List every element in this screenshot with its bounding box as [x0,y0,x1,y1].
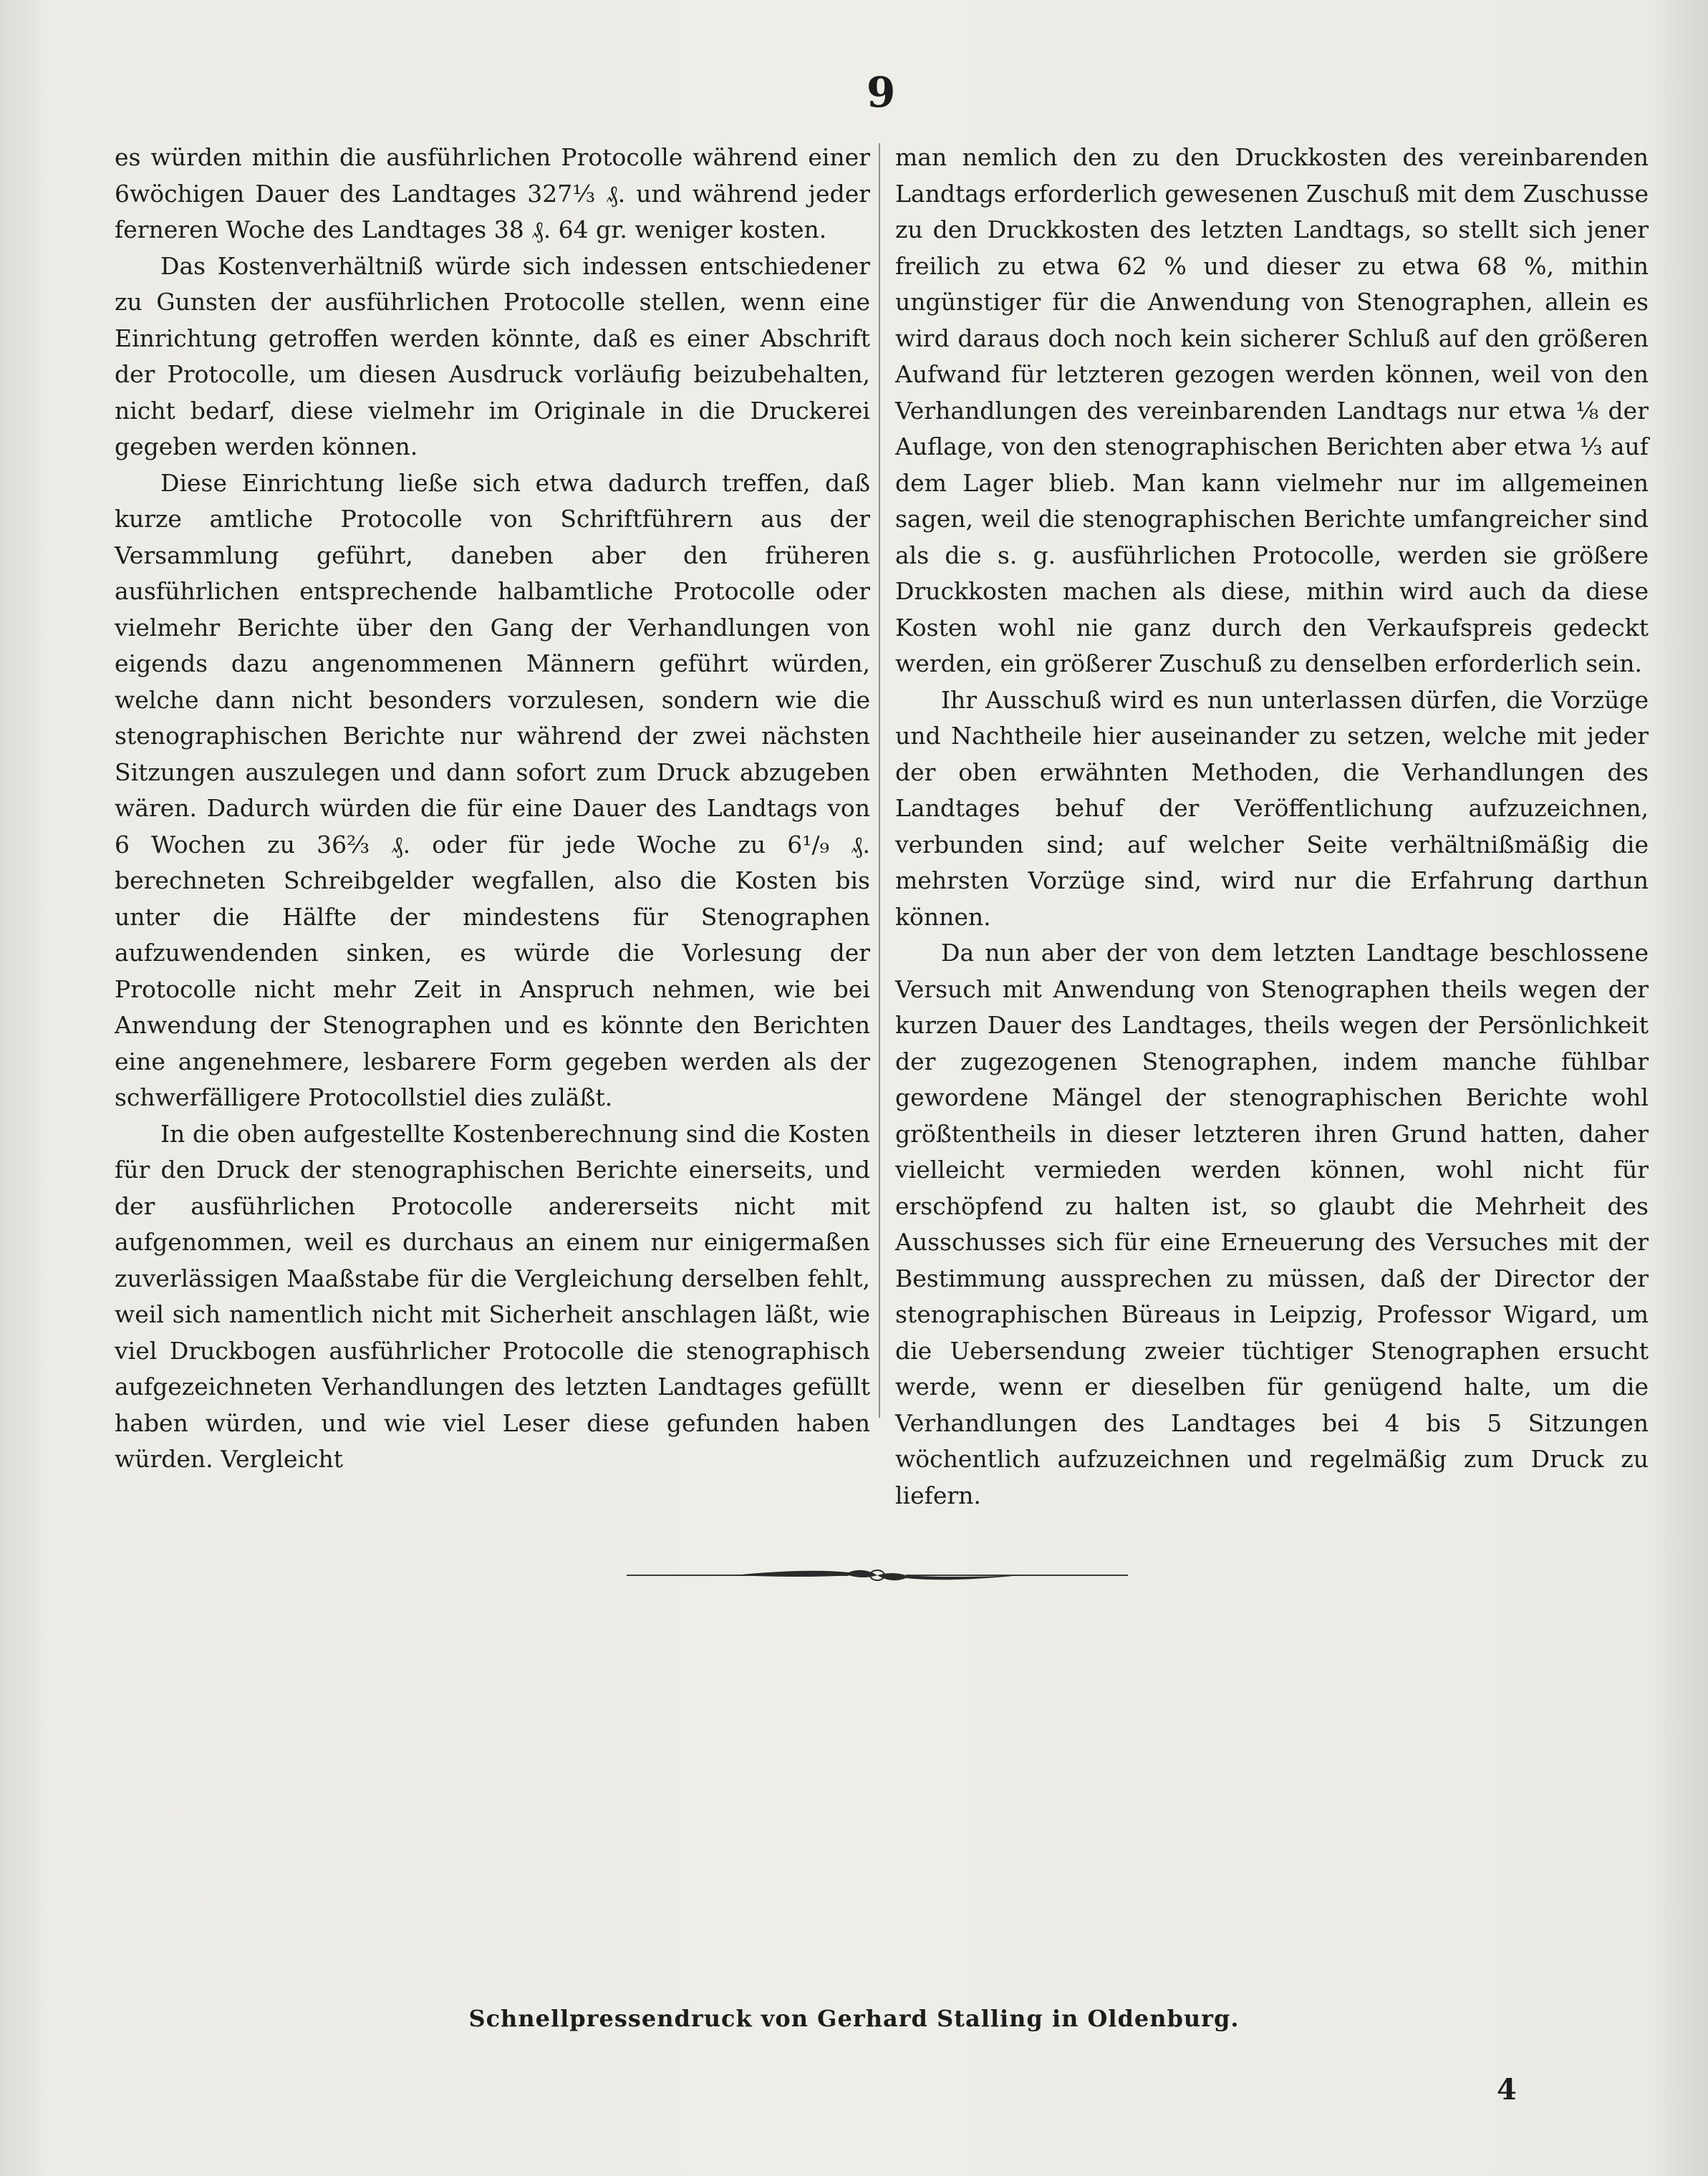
paragraph: man nemlich den zu den Druckkosten des vereinbarenden Landtags erforderlich gewesenen Zuschuß mit dem Zuschusse zu den Druckkosten des letzten Landtags, so stellt sich jener freilich zu etwa 62 % und dieser zu etwa 68 %, mithin ungünstiger für die Anwendung von Stenographen, allein es wird daraus doch noch kein sicherer Schluß auf den größeren Aufwand für letzteren gezogen werden können, weil von den Verhandlungen des vereinbarenden Landtags nur etwa ⅛ der Auflage, von den stenographischen Berichten aber etwa ⅓ auf dem Lager blieb. Man kann vielmehr nur im allgemeinen sagen, weil die stenographischen Berichte umfangreicher sind als die s. g. ausführlichen Protocolle, werden sie größere Druckkosten machen als diese, mithin wird auch da diese Kosten wohl nie ganz durch den Verkaufspreis gedeckt werden, ein größerer Zuschuß zu denselben erforderlich sein. [895,143,1649,677]
column-divider [879,143,880,1418]
paragraph: Da nun aber der von dem letzten Landtage beschlossene Versuch mit Anwendung von Stenographen theils wegen der kurzen Dauer des Landtages, theils wegen der Persönlichkeit der zugezogenen Stenographen, indem manche fühlbar gewordene Mängel der stenographischen Berichte wohl größtentheils in dieser letzteren ihren Grund hatten, daher vielleicht vermieden werden können, wohl nicht für erschöpfend zu halten ist, so glaubt die Mehrheit des Ausschusses sich für eine Erneuerung des Versuches mit der Bestimmung aussprechen zu müssen, daß der Director der stenographischen Büreaus in Leipzig, Professor Wigard, um die Uebersendung zweier tüchtiger Stenographen ersucht werde, wenn er dieselben für genügend halte, um die Verhandlungen des Landtages bei 4 bis 5 Sitzungen wöchentlich aufzuzeichnen und regelmäßig zum Druck zu liefern. [895,939,1649,1509]
printer-imprint: Schnellpressendruck von Gerhard Stalling in Oldenburg. [468,2005,1240,2032]
paragraph: Diese Einrichtung ließe sich etwa dadurch treffen, daß kurze amtliche Protocolle von Schriftführern aus der Versammlung geführt, daneben aber den früheren ausführlichen entsprechende halbamtliche Protocolle oder vielmehr Berichte über den Gang der Verhandlungen von eigends dazu angenommenen Männern geführt würden, welche dann nicht besonders vorzulesen, sondern wie die stenographischen Berichte nur während der zwei nächsten Sitzungen auszulegen und dann sofort zum Druck abzugeben wären. Dadurch würden die für eine Dauer des Landtags von 6 Wochen zu 36⅔ ₰. oder für jede Woche zu 6¹/₉ ₰. berechneten Schreibgelder wegfallen, also die Kosten bis unter die Hälfte der mindestens für Stenographen aufzuwendenden sinken, es würde die Vorlesung der Protocolle nicht mehr Zeit in Anspruch nehmen, wie bei Anwendung der Stenographen und es könnte den Berichten eine angenehmere, lesbarere Form gegeben werden als der schwerfälligere Protocollstiel dies zuläßt. [115,468,870,1111]
left-column [115,140,870,1478]
page-number: 9 [867,68,896,117]
paragraph: Ihr Ausschuß wird es nun unterlassen dürfen, die Vorzüge und Nachtheile hier auseinander zu setzen, welche mit jeder der oben erwähnten Methoden, die Verhandlungen des Landtages behuf der Veröffentlichung aufzuzeichnen, verbunden sind; auf welcher Seite verhältnißmäßig die mehrsten Vorzüge sind, wird nur die Erfahrung darthun können. [895,685,1649,931]
paragraph: es würden mithin die ausführlichen Protocolle während einer 6wöchigen Dauer des Landtages 327⅓ ₰. und während jeder ferneren Woche des Landtages 38 ₰. 64 gr. weniger kosten. [115,143,870,243]
right-column [895,140,1649,1514]
paragraph: Das Kostenverhältniß würde sich indessen entschiedener zu Gunsten der ausführlichen Protocolle stellen, wenn eine Einrichtung getroffen werden könnte, daß es einer Abschrift der Protocolle, um diesen Ausdruck vorläufig beizubehalten, nicht bedarf, diese vielmehr im Originale in die Druckerei gegeben werden können. [115,251,870,460]
signature-mark: 4 [1497,2073,1517,2107]
paragraph: In die oben aufgestellte Kostenberechnung sind die Kosten für den Druck der stenographischen Berichte einerseits, und der ausführlichen Protocolle andererseits nicht mit aufgenommen, weil es durchaus an einem nur einigermaßen zuverlässigen Maaßstabe für die Vergleichung derselben fehlt, weil sich namentlich nicht mit Sicherheit anschlagen läßt, wie viel Druckbogen ausführlicher Protocolle die stenographisch aufgezeichneten Verhandlungen des letzten Landtages gefüllt haben würden, und wie viel Leser diese gefunden haben würden. Vergleicht [115,1119,870,1473]
decorative-divider-ornament [627,1561,1128,1590]
